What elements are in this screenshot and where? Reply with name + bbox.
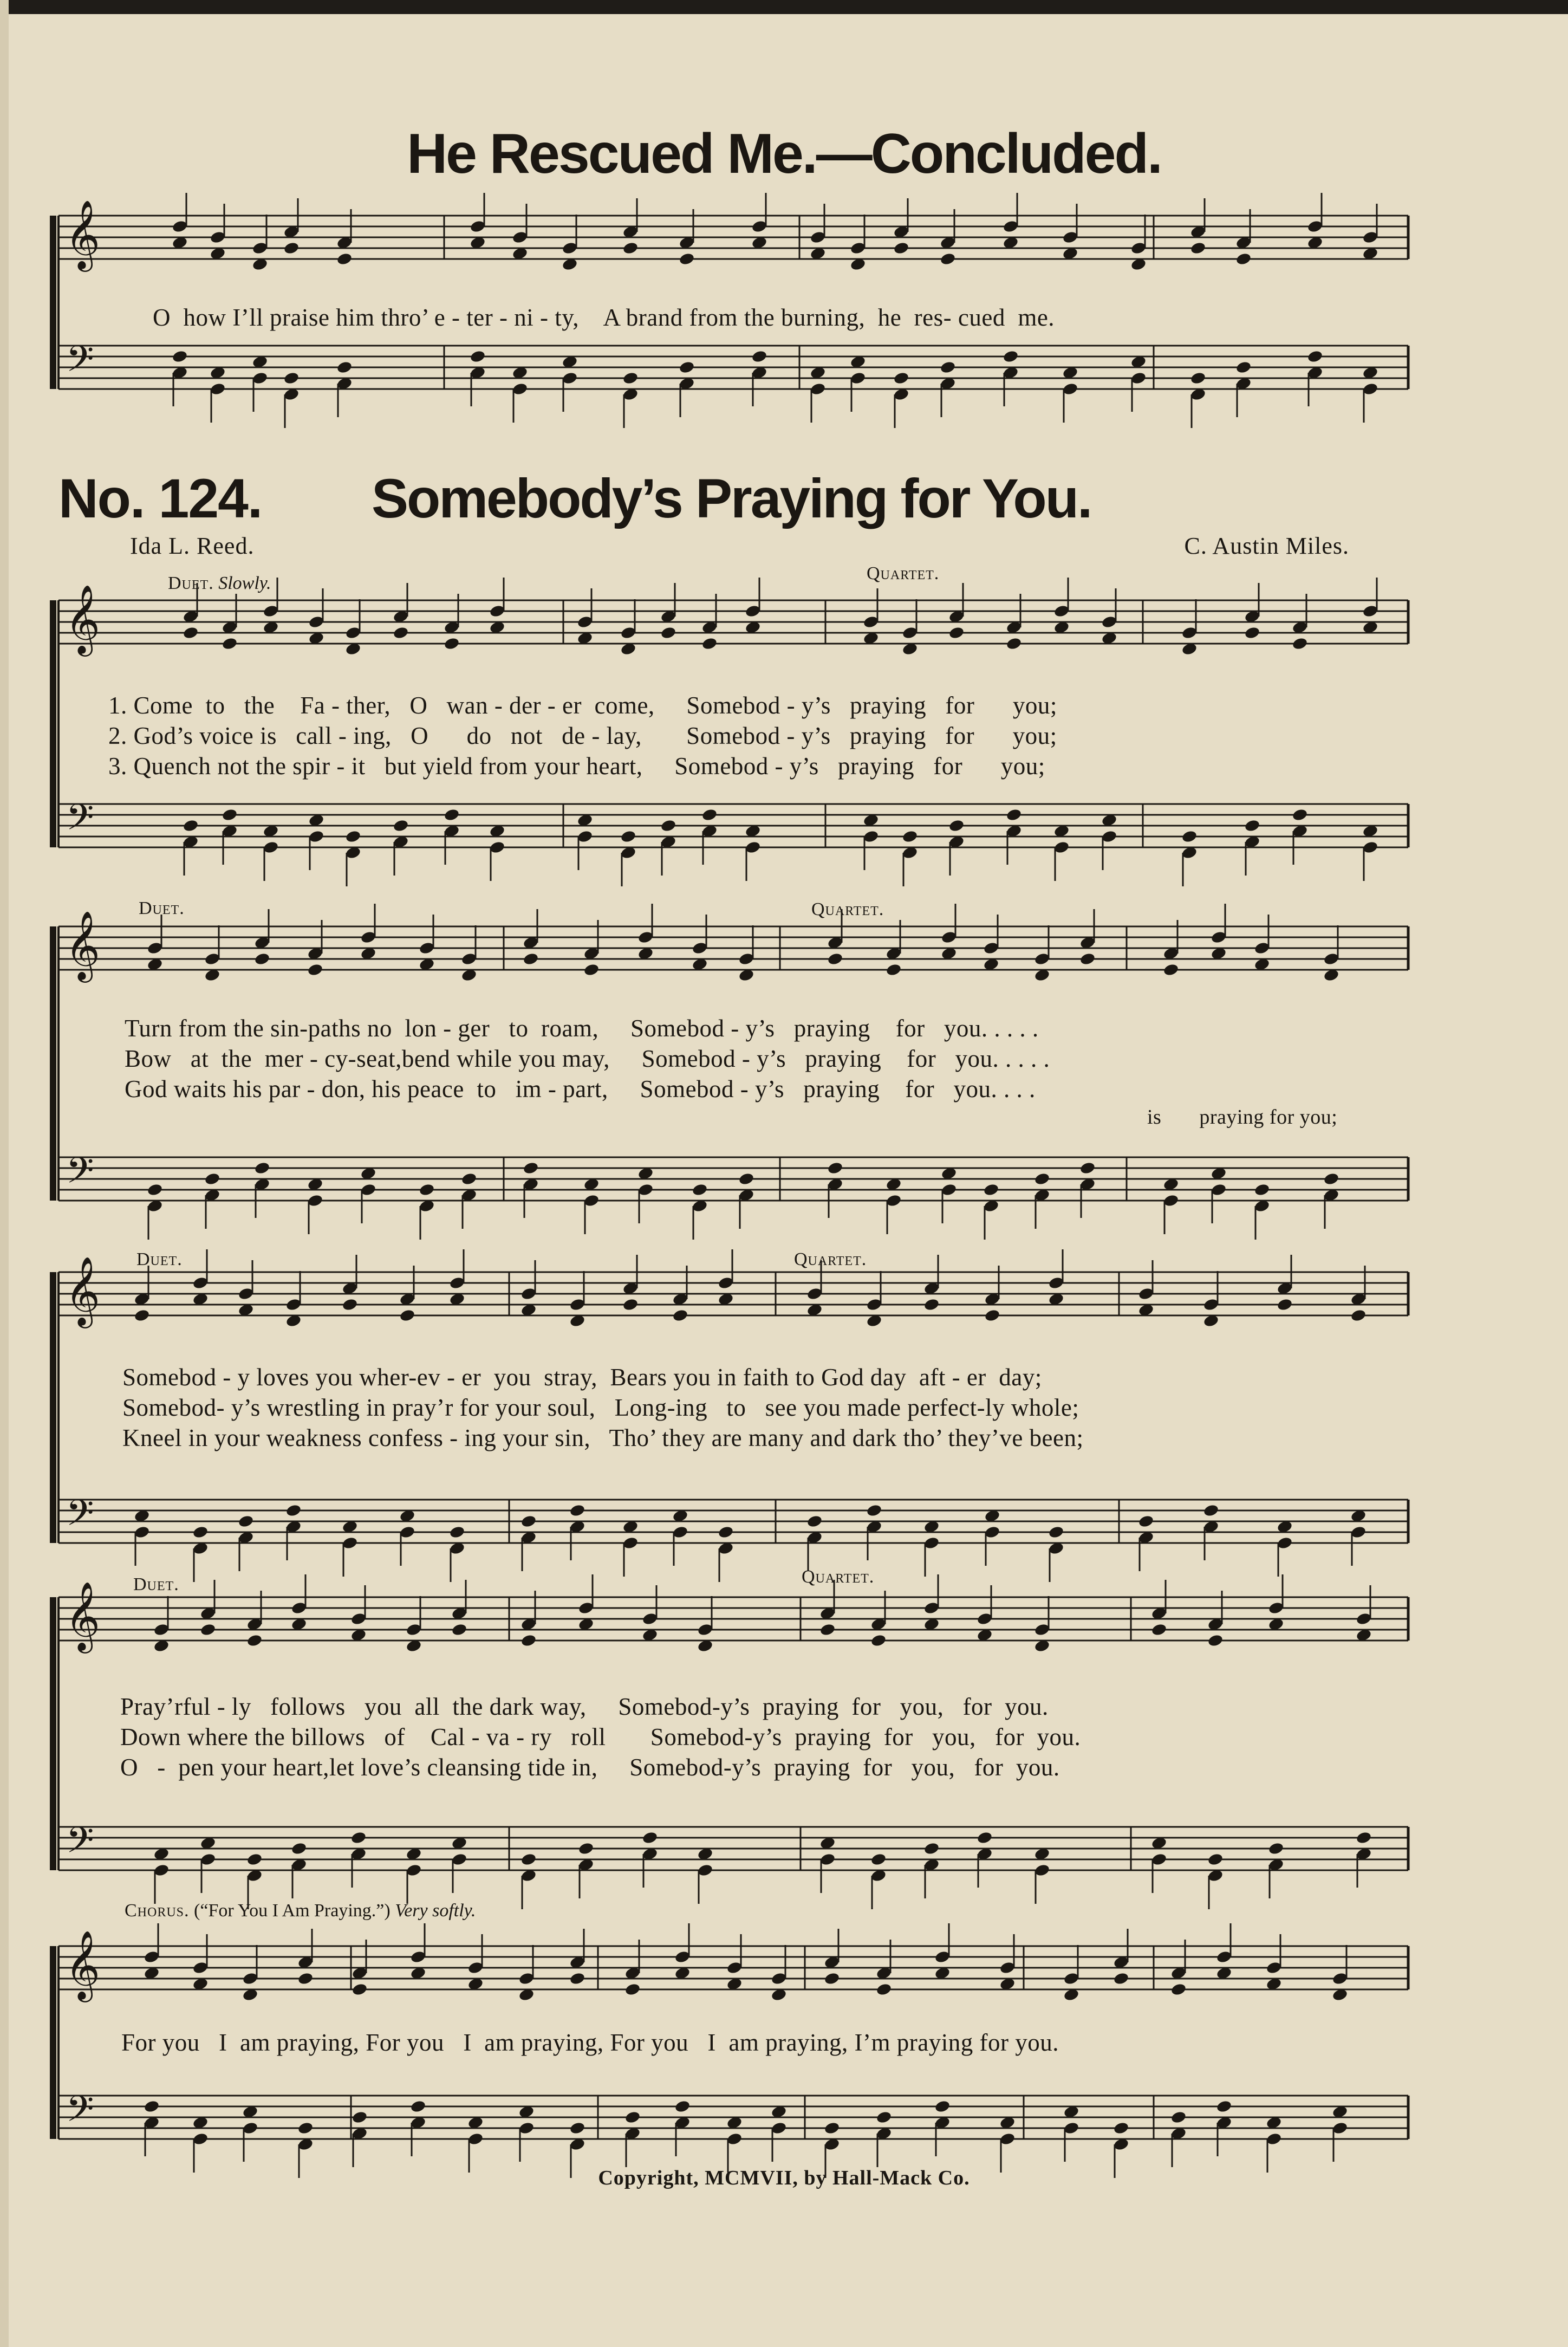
note-head — [622, 241, 639, 255]
note-head — [642, 1831, 659, 1845]
note-head — [183, 819, 199, 833]
note-head — [870, 1633, 887, 1648]
note-head — [701, 637, 718, 651]
quartet-label: Quartet. — [867, 563, 940, 583]
duet-label: Duet. — [136, 1249, 183, 1269]
note-head — [824, 1972, 841, 1986]
note-head — [336, 252, 353, 266]
verse-1-line-1: 1. Come to the Fa - ther, O wan - der - er come, Somebod - y’s praying for you; — [108, 692, 1057, 719]
note-head — [451, 1623, 468, 1637]
note-head — [470, 349, 486, 364]
note-head — [352, 2110, 368, 2124]
note-head — [1163, 963, 1180, 977]
system-brace — [50, 216, 56, 389]
note-head — [419, 1183, 435, 1197]
note-head — [134, 1308, 151, 1322]
duet-label: Duet. — [139, 898, 185, 918]
note-head — [977, 1831, 993, 1845]
note-head — [660, 819, 677, 833]
treble-clef: 𝄞 — [65, 1581, 101, 1650]
note-head — [410, 2099, 427, 2113]
note-head — [444, 637, 460, 651]
note-head — [1079, 1161, 1096, 1175]
note-head — [622, 1298, 639, 1312]
bass-clef: 𝄢 — [66, 1492, 94, 1542]
note-head — [1235, 252, 1252, 266]
note-head — [827, 1161, 844, 1175]
note-head — [1216, 2099, 1233, 2113]
verse-3-line-1: 3. Quench not the spir - it but yield from your heart, Somebod - y’s praying for you; — [108, 753, 1045, 780]
note-head — [307, 963, 324, 977]
treble-clef: 𝄞 — [65, 1930, 101, 1999]
note-head — [1079, 952, 1096, 966]
note-head — [200, 1623, 217, 1637]
hymn-title: Somebody’s Praying for You. — [372, 468, 1091, 529]
note-head — [1170, 1982, 1187, 1996]
note-head — [523, 1161, 539, 1175]
note-head — [672, 1308, 689, 1322]
continued-hymn-title: He Rescued Me.—Concluded. — [407, 122, 1161, 185]
verse-1-line-2: Turn from the sin-paths no lon - ger to roam, Somebod - y’s praying for you. . . . . — [125, 1015, 1039, 1042]
copyright-notice: Copyright, MCMVII, by Hall-Mack Co. — [598, 2167, 970, 2189]
note-head — [751, 349, 768, 364]
note-head — [1268, 1842, 1285, 1856]
chorus-marking — [125, 1901, 476, 1921]
note-head — [622, 371, 639, 385]
note-head — [624, 2110, 641, 2124]
bass-clef: 𝄢 — [66, 1150, 94, 1200]
treble-clef: 𝄞 — [65, 1256, 101, 1325]
note-head — [876, 1982, 893, 1996]
note-head — [1113, 1972, 1130, 1986]
note-head — [350, 1831, 367, 1845]
duet-marking — [168, 573, 271, 594]
note-head — [521, 1514, 537, 1528]
note-head — [297, 1972, 314, 1986]
system-brace — [50, 600, 56, 847]
bass-clef: 𝄢 — [66, 338, 94, 388]
note-head — [1138, 1514, 1155, 1528]
composer-credit: C. Austin Miles. — [1184, 533, 1349, 559]
note-head — [283, 241, 300, 255]
note-head — [1323, 1172, 1340, 1186]
note-head — [824, 2121, 841, 2135]
note-head — [984, 1308, 1001, 1322]
note-head — [1207, 1852, 1224, 1866]
note-head — [1151, 1623, 1168, 1637]
note-head — [1203, 1503, 1220, 1518]
note-head — [172, 349, 188, 364]
chorus-label: Chorus. — [125, 1901, 190, 1921]
note-head — [246, 1852, 263, 1866]
note-head — [345, 829, 362, 844]
note-head — [983, 1183, 1000, 1197]
system-brace — [50, 926, 56, 1201]
verse-1-line-3: Somebod - y loves you wher-ev - er you stray, Bears you in faith to God day aft - er day; — [122, 1364, 1042, 1391]
note-head — [1190, 241, 1207, 255]
note-head — [1350, 1308, 1367, 1322]
verse-2-line-1: 2. God’s voice is call - ing, O do not de - lay, Somebod - y’s praying for you; — [108, 722, 1057, 749]
note-head — [948, 819, 965, 833]
lyricist-credit: Ida L. Reed. — [130, 533, 255, 559]
note-head — [866, 1503, 883, 1518]
hymn-number: No. 124. — [58, 468, 262, 529]
verse-3-line-3: Kneel in your weakness confess - ing your sin, Tho’ they are many and dark tho’ they’ve been; — [122, 1424, 1084, 1451]
note-head — [738, 1172, 755, 1186]
note-head — [674, 2099, 691, 2113]
note-head — [393, 819, 409, 833]
note-head — [876, 2110, 893, 2124]
note-head — [1003, 349, 1019, 364]
note-head — [1048, 1525, 1065, 1539]
note-head — [183, 626, 199, 640]
note-head — [1277, 1298, 1293, 1312]
note-head — [399, 1308, 416, 1322]
note-head — [352, 1982, 368, 1996]
note-head — [285, 1503, 302, 1518]
note-head — [893, 241, 910, 255]
note-head — [521, 1633, 537, 1648]
alto-echo-line: is praying for you; — [1147, 1106, 1338, 1129]
treble-clef: 𝄞 — [65, 910, 101, 980]
note-head — [923, 1298, 940, 1312]
note-head — [1006, 808, 1023, 822]
note-head — [1181, 829, 1198, 844]
note-head — [827, 952, 844, 966]
verse-2-line-3: Somebod- y’s wrestling in pray’r for your soul, Long-ing to see you made perfect-ly whole; — [122, 1394, 1079, 1421]
note-head — [692, 1183, 708, 1197]
treble-clef: 𝄞 — [65, 199, 101, 269]
chorus-lyric-line: For you I am praying, For you I am praying, For you I am praying, I’m praying for you. — [121, 2029, 1059, 2056]
note-head — [342, 1298, 359, 1312]
note-head — [1034, 1172, 1051, 1186]
note-head — [948, 626, 965, 640]
note-head — [569, 1972, 586, 1986]
verse-2-line-2: Bow at the mer - cy-seat,bend while you may, Somebod - y’s praying for you. . . . . — [125, 1045, 1050, 1072]
duet-label: Duet. — [168, 573, 214, 593]
note-head — [701, 808, 718, 822]
note-head — [291, 1842, 308, 1856]
note-head — [886, 963, 902, 977]
note-head — [1235, 360, 1252, 374]
note-head — [238, 1514, 255, 1528]
note-head — [1170, 2110, 1187, 2124]
concluded-lyric-line: O how I’ll praise him thro’ e - ter - ni - ty, A brand from the burning, he res- cued me. — [153, 304, 1055, 331]
note-head — [246, 1633, 263, 1648]
note-head — [192, 1525, 209, 1539]
note-head — [893, 371, 910, 385]
note-head — [449, 1525, 466, 1539]
note-head — [222, 637, 238, 651]
quartet-label: Quartet. — [802, 1567, 875, 1587]
note-head — [1207, 1633, 1224, 1648]
note-head — [679, 360, 695, 374]
note-head — [1244, 819, 1261, 833]
system-brace — [50, 1597, 56, 1870]
note-head — [870, 1852, 887, 1866]
note-head — [806, 1514, 823, 1528]
note-head — [679, 252, 695, 266]
note-head — [254, 1161, 271, 1175]
note-head — [1307, 349, 1324, 364]
chorus-subtitle: (“For You I Am Praying.”) — [194, 1901, 391, 1921]
note-head — [819, 1623, 836, 1637]
duet-label: Duet. — [133, 1574, 179, 1594]
bass-clef: 𝄢 — [66, 796, 94, 847]
verse-3-line-2: God waits his par - don, his peace to im - part, Somebod - y’s praying for you. . . . — [125, 1075, 1036, 1103]
note-head — [144, 2099, 160, 2113]
note-head — [283, 371, 300, 385]
note-head — [1190, 371, 1207, 385]
note-head — [222, 808, 238, 822]
note-head — [620, 829, 637, 844]
note-head — [940, 360, 957, 374]
note-head — [444, 808, 460, 822]
note-head — [902, 829, 919, 844]
note-head — [1006, 637, 1023, 651]
note-head — [461, 1172, 478, 1186]
note-head — [1356, 1831, 1372, 1845]
note-head — [569, 1503, 586, 1518]
verse-1-line-4: Pray’rful - ly follows you all the dark way, Somebod-y’s praying for you, for you. — [120, 1693, 1049, 1720]
system-brace — [50, 1946, 56, 2139]
note-head — [569, 2121, 586, 2135]
verse-2-line-4: Down where the billows of Cal - va - ry roll Somebod-y’s praying for you, for you. — [120, 1723, 1081, 1750]
note-head — [204, 1172, 221, 1186]
bass-clef: 𝄢 — [66, 1819, 94, 1870]
note-head — [624, 1982, 641, 1996]
note-head — [254, 952, 271, 966]
chorus-tempo: Very softly. — [395, 1901, 476, 1921]
note-head — [521, 1852, 537, 1866]
treble-clef: 𝄞 — [65, 584, 101, 653]
note-head — [147, 1183, 164, 1197]
note-head — [578, 1842, 595, 1856]
note-head — [336, 360, 353, 374]
note-head — [718, 1525, 734, 1539]
note-head — [1292, 808, 1309, 822]
note-head — [923, 1842, 940, 1856]
note-head — [1254, 1183, 1271, 1197]
system-brace — [50, 1272, 56, 1543]
tempo-marking: Slowly. — [218, 573, 271, 593]
note-head — [393, 626, 409, 640]
note-head — [583, 963, 600, 977]
note-head — [523, 952, 539, 966]
quartet-label: Quartet. — [811, 899, 884, 919]
note-head — [1244, 626, 1261, 640]
bass-clef: 𝄢 — [66, 2088, 94, 2138]
note-head — [940, 252, 957, 266]
verse-3-line-4: O - pen your heart,let love’s cleansing tide in, Somebod-y’s praying for you, for you. — [120, 1754, 1060, 1781]
note-head — [1292, 637, 1309, 651]
note-head — [297, 2121, 314, 2135]
note-head — [1113, 2121, 1130, 2135]
note-head — [660, 626, 677, 640]
quartet-label: Quartet. — [794, 1249, 867, 1269]
note-head — [934, 2099, 951, 2113]
